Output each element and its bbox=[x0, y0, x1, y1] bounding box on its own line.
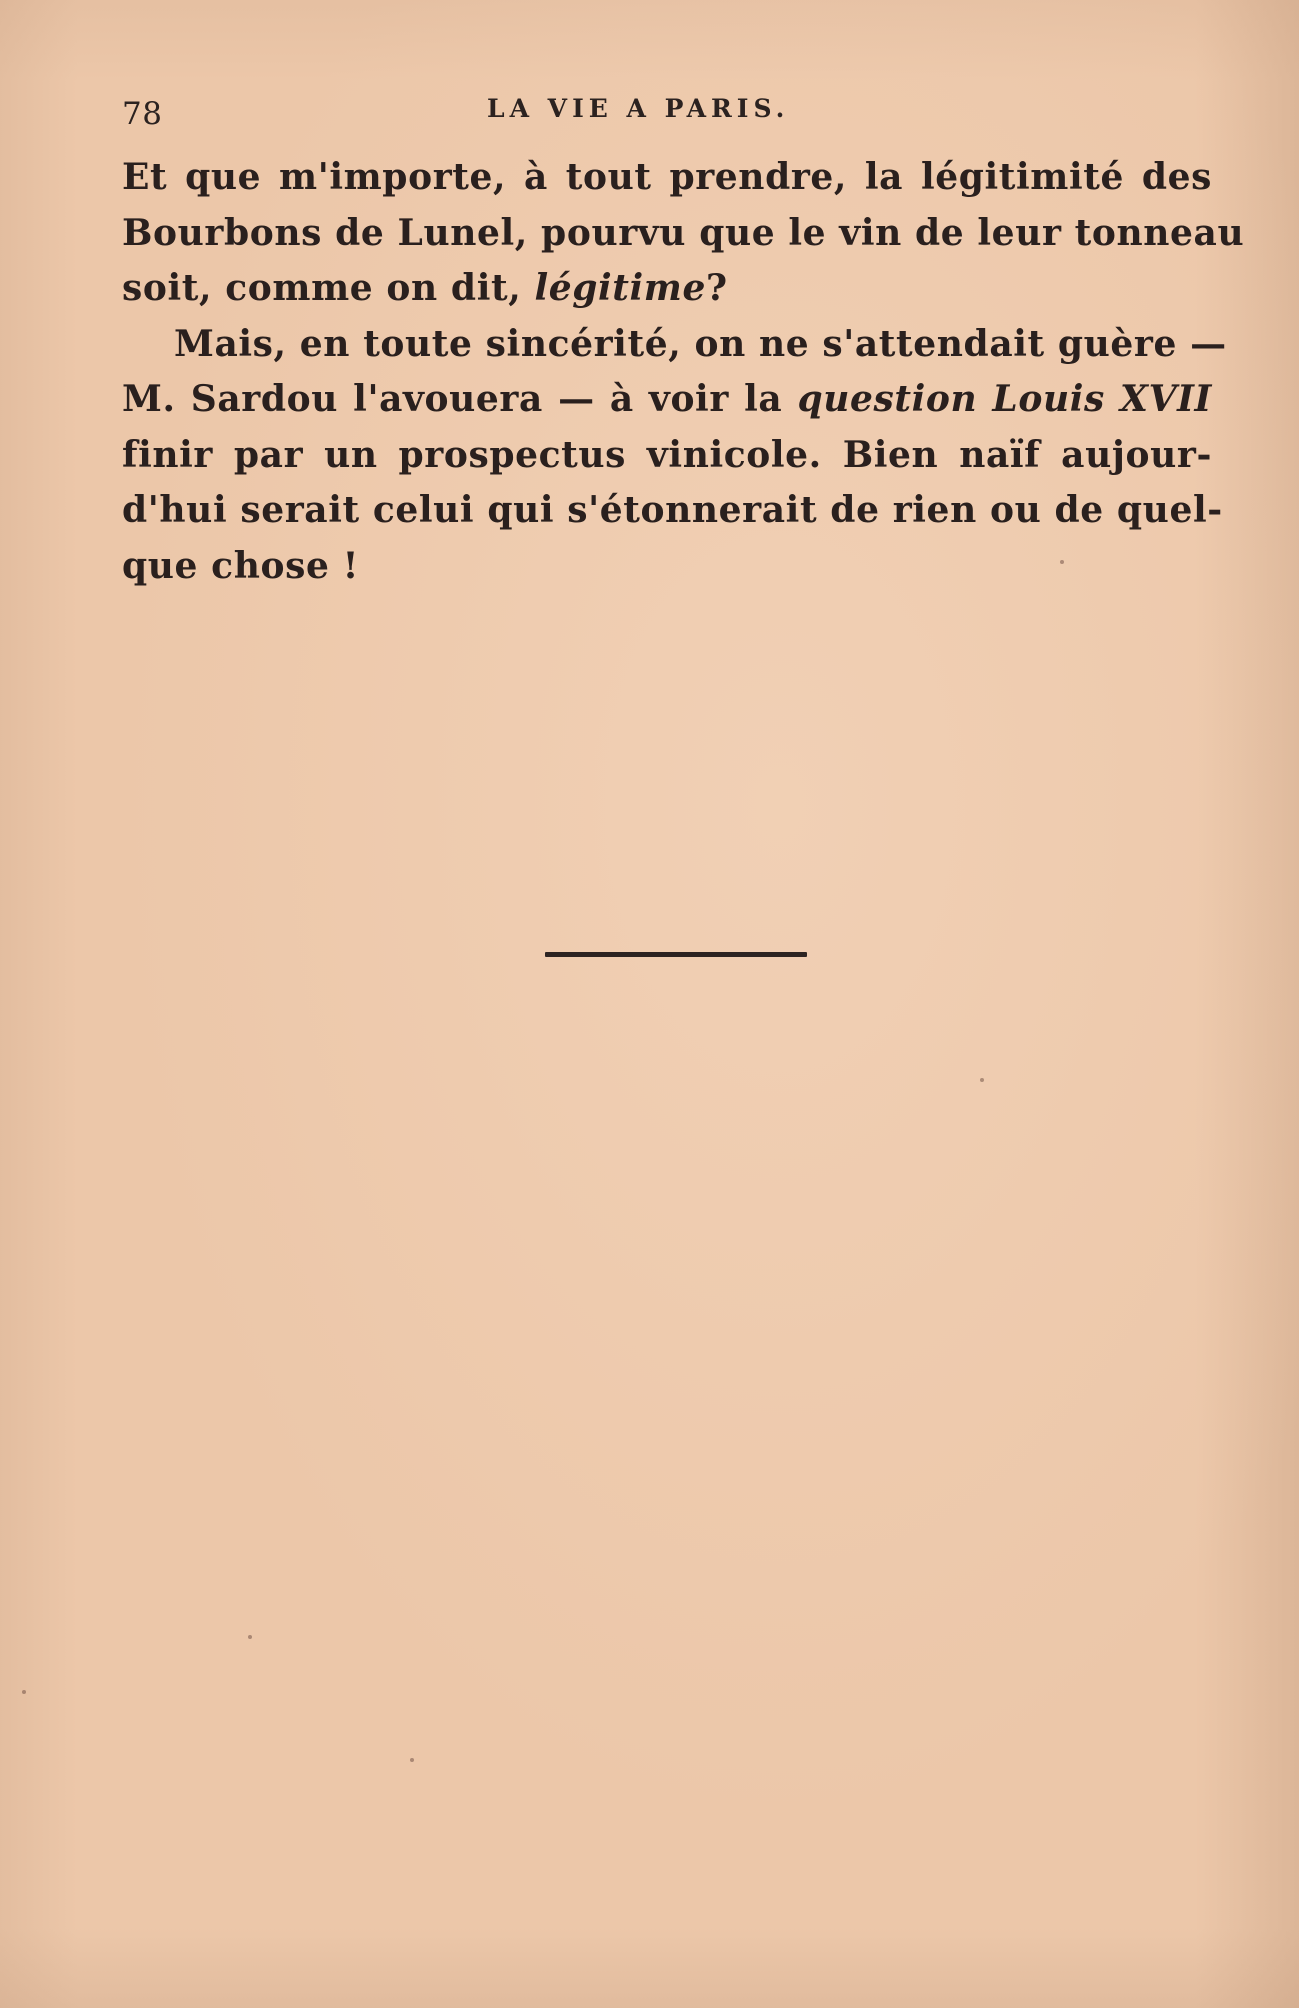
paper-speck bbox=[22, 1690, 26, 1694]
running-title: LA VIE A PARIS. bbox=[487, 94, 790, 123]
page-number: 78 bbox=[122, 96, 163, 132]
text-line: Et que m'importe, à tout prendre, la légitimité des bbox=[122, 156, 1212, 198]
paper-speck bbox=[410, 1758, 414, 1762]
text-line: d'hui serait celui qui s'étonnerait de rien ou de quel- bbox=[122, 489, 1223, 531]
paper-speck bbox=[980, 1078, 984, 1082]
section-end-rule bbox=[545, 952, 807, 957]
text-line bbox=[122, 372, 1212, 428]
text-segment: soit, comme on dit, bbox=[122, 267, 535, 309]
text-segment: M. Sardou l'avouera — à voir la bbox=[122, 378, 798, 420]
text-segment: ? bbox=[706, 267, 728, 309]
italic-term: légitime bbox=[534, 267, 706, 309]
paper-speck bbox=[248, 1635, 252, 1639]
text-line: finir par un prospectus vinicole. Bien naïf aujour- bbox=[122, 433, 1212, 476]
text-line bbox=[122, 261, 1212, 317]
text-line: Bourbons de Lunel, pourvu que le vin de leur tonneau bbox=[122, 211, 1245, 254]
body-text bbox=[122, 150, 1245, 594]
text-line: que chose ! bbox=[122, 544, 359, 587]
italic-term: question Louis XVII bbox=[797, 378, 1212, 420]
text-line: Mais, en toute sincérité, on ne s'attendait guère — bbox=[174, 322, 1227, 365]
paper-speck bbox=[1060, 560, 1064, 564]
page-header bbox=[122, 92, 1207, 142]
